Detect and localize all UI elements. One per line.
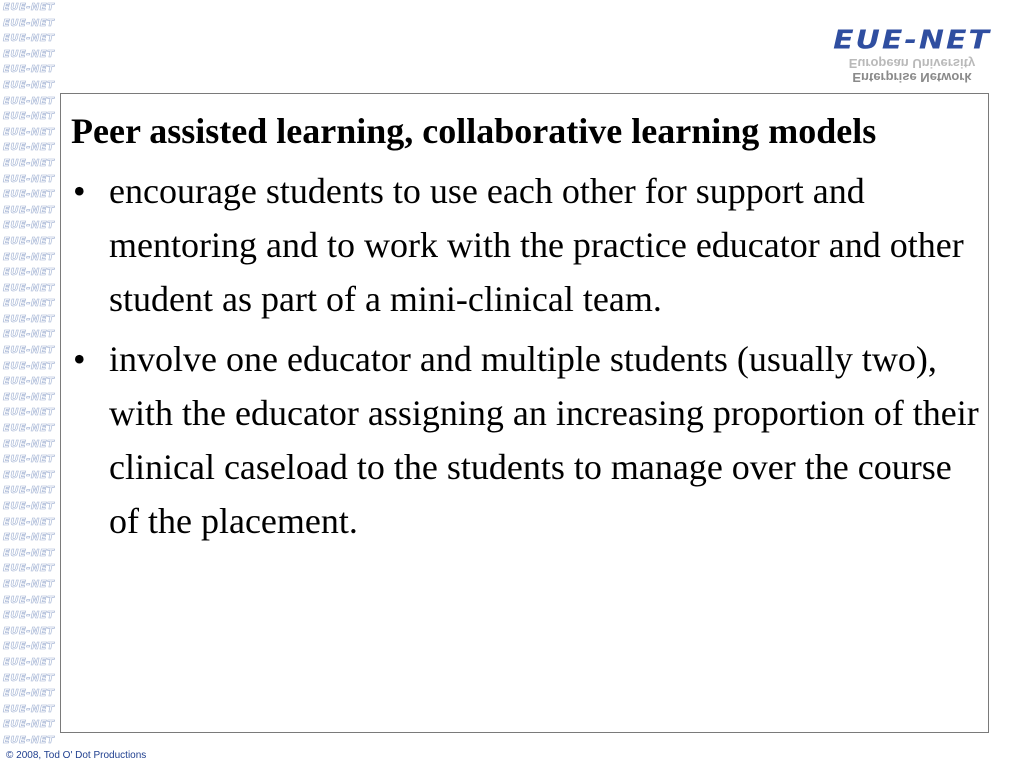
watermark-logo: EUE-NET bbox=[3, 111, 55, 123]
watermark-logo: EUE-NET bbox=[3, 173, 55, 185]
watermark-logo: EUE-NET bbox=[3, 610, 55, 622]
watermark-logo: EUE-NET bbox=[3, 79, 55, 91]
watermark-logo: EUE-NET bbox=[3, 157, 55, 169]
logo-reflection-line-1: Enterprise Network bbox=[852, 70, 972, 85]
watermark-logo: EUE-NET bbox=[3, 734, 55, 746]
watermark-logo: EUE-NET bbox=[3, 313, 55, 325]
watermark-logo: EUE-NET bbox=[3, 235, 55, 247]
watermark-logo: EUE-NET bbox=[3, 251, 55, 263]
watermark-logo: EUE-NET bbox=[3, 64, 55, 76]
watermark-logo: EUE-NET bbox=[3, 360, 55, 372]
watermark-logo: EUE-NET bbox=[3, 656, 55, 668]
bullet-dot: • bbox=[73, 339, 86, 379]
bullet-item bbox=[71, 164, 983, 326]
watermark-logo: EUE-NET bbox=[3, 578, 55, 590]
watermark-logo: EUE-NET bbox=[3, 594, 55, 606]
watermark-logo: EUE-NET bbox=[3, 438, 55, 450]
bullet-item bbox=[71, 332, 983, 548]
watermark-logo: EUE-NET bbox=[3, 189, 55, 201]
logo-wordmark: EUE-NET bbox=[833, 25, 991, 56]
watermark-logo: EUE-NET bbox=[3, 220, 55, 232]
watermark-logo: EUE-NET bbox=[3, 563, 55, 575]
bullet-list bbox=[71, 164, 983, 548]
watermark-logo: EUE-NET bbox=[3, 454, 55, 466]
watermark-logo: EUE-NET bbox=[3, 688, 55, 700]
watermark-logo: EUE-NET bbox=[3, 719, 55, 731]
slide-heading: Peer assisted learning, collaborative learning models bbox=[71, 111, 877, 151]
watermark-logo: EUE-NET bbox=[3, 625, 55, 637]
watermark-logo: EUE-NET bbox=[3, 282, 55, 294]
logo-reflection-line-2: European University bbox=[848, 56, 976, 71]
watermark-logo: EUE-NET bbox=[3, 485, 55, 497]
bullet-dot: • bbox=[73, 171, 86, 211]
watermark-logo: EUE-NET bbox=[3, 329, 55, 341]
watermark-logo: EUE-NET bbox=[3, 641, 55, 653]
logo-watermark-strip bbox=[0, 0, 62, 768]
watermark-logo: EUE-NET bbox=[3, 532, 55, 544]
watermark-logo: EUE-NET bbox=[3, 345, 55, 357]
eue-net-logo bbox=[822, 24, 1002, 96]
watermark-logo: EUE-NET bbox=[3, 33, 55, 45]
logo-reflection bbox=[826, 56, 998, 84]
watermark-logo: EUE-NET bbox=[3, 407, 55, 419]
watermark-logo: EUE-NET bbox=[3, 298, 55, 310]
watermark-logo: EUE-NET bbox=[3, 547, 55, 559]
watermark-logo: EUE-NET bbox=[3, 703, 55, 715]
watermark-logo: EUE-NET bbox=[3, 672, 55, 684]
watermark-logo: EUE-NET bbox=[3, 376, 55, 388]
bullet-text: encourage students to use each other for support and mentoring and to work with the practice educator and other student as part of a mini-clinical team. bbox=[109, 171, 964, 319]
watermark-logo: EUE-NET bbox=[3, 126, 55, 138]
slide-content bbox=[71, 104, 983, 548]
watermark-logo: EUE-NET bbox=[3, 501, 55, 512]
content-box bbox=[60, 93, 989, 733]
copyright-footer: © 2008, Tod O' Dot Productions bbox=[6, 750, 147, 761]
watermark-logo: EUE-NET bbox=[3, 95, 55, 107]
watermark-logo: EUE-NET bbox=[3, 391, 55, 403]
watermark-logo: EUE-NET bbox=[3, 2, 55, 13]
watermark-logo: EUE-NET bbox=[3, 469, 55, 481]
watermark-logo: EUE-NET bbox=[3, 267, 55, 279]
watermark-logo: EUE-NET bbox=[3, 516, 55, 528]
watermark-logo: EUE-NET bbox=[3, 48, 55, 60]
watermark-logo: EUE-NET bbox=[3, 423, 55, 435]
bullet-text: involve one educator and multiple students (usually two), with the educator assigning an increasing proportion of their clinical caseload to the students to manage over the course of the placement. bbox=[109, 339, 979, 541]
watermark-logo: EUE-NET bbox=[3, 204, 55, 216]
watermark-logo: EUE-NET bbox=[3, 142, 55, 154]
watermark-logo: EUE-NET bbox=[3, 17, 55, 29]
